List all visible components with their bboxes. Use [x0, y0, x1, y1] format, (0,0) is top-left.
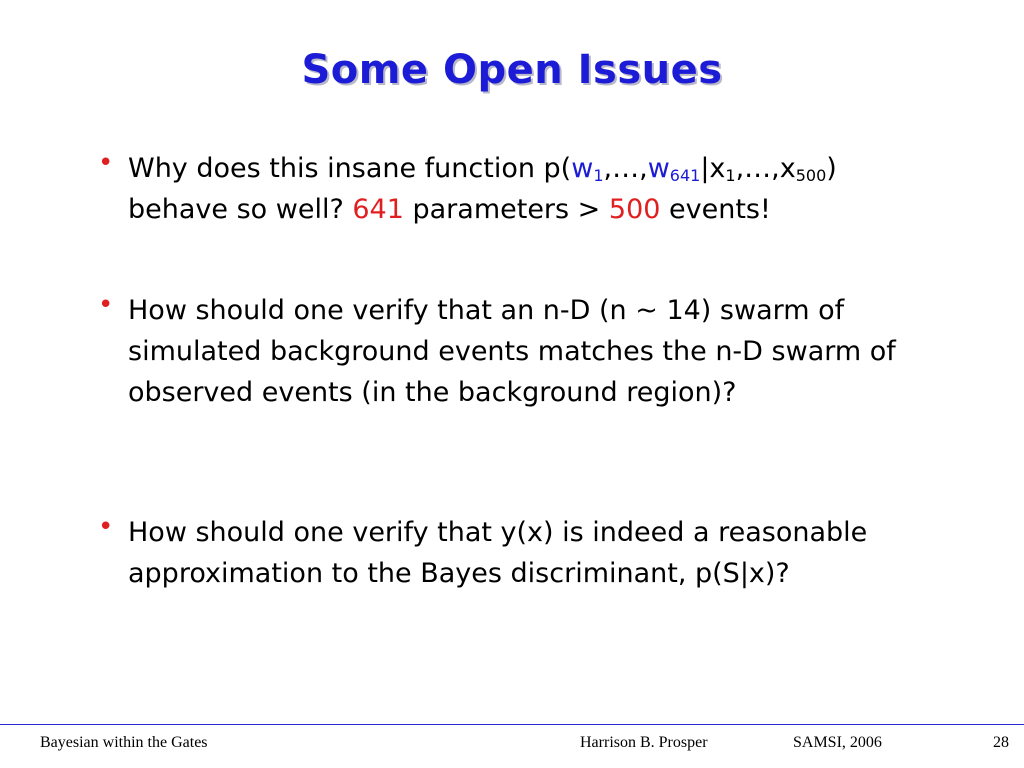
slide-title: Some Open Issues: [301, 47, 723, 93]
w-variable: w: [571, 153, 594, 184]
close-paren: ): [826, 153, 837, 184]
w-subscript-641: 641: [669, 166, 701, 185]
footer-page-number: 28: [993, 734, 1009, 751]
bullet-text-2: How should one verify that an n-D (n ~ 14) swarm of simulated background events matches the n-D swarm of observed events (in the background region)?: [128, 295, 896, 408]
footer-divider: [0, 724, 1024, 725]
ellipsis-2: ,…,x: [735, 153, 796, 184]
bullet-1-prefix: Why does this insane function p(: [128, 153, 572, 184]
bullet-icon: •: [98, 148, 114, 178]
bullet-1-line2-suffix: events!: [660, 194, 771, 225]
bullet-1-line-1: [128, 148, 978, 189]
bullet-1-line2-prefix: behave so well?: [128, 194, 353, 225]
given-x: |x: [700, 153, 726, 184]
event-count: 500: [608, 194, 661, 225]
footer-author: Harrison B. Prosper: [580, 734, 708, 751]
footer-venue: SAMSI, 2006: [793, 734, 882, 751]
bullet-1-line-2: [128, 189, 978, 230]
bullet-1-line2-mid: parameters >: [403, 194, 609, 225]
x-subscript-500: 500: [795, 166, 827, 185]
w-variable-2: w: [647, 153, 670, 184]
parameter-count: 641: [352, 194, 404, 225]
w-subscript-1: 1: [593, 166, 604, 185]
footer-presentation-title: Bayesian within the Gates: [40, 734, 208, 751]
ellipsis-1: ,…,: [603, 153, 648, 184]
bullet-icon: •: [98, 512, 114, 542]
x-subscript-1: 1: [725, 166, 736, 185]
bullet-text-1: [128, 148, 978, 230]
bullet-text-3: How should one verify that y(x) is indeed a reasonable approximation to the Bayes discriminant, p(S|x)?: [128, 517, 868, 589]
bullet-icon: •: [98, 290, 114, 320]
